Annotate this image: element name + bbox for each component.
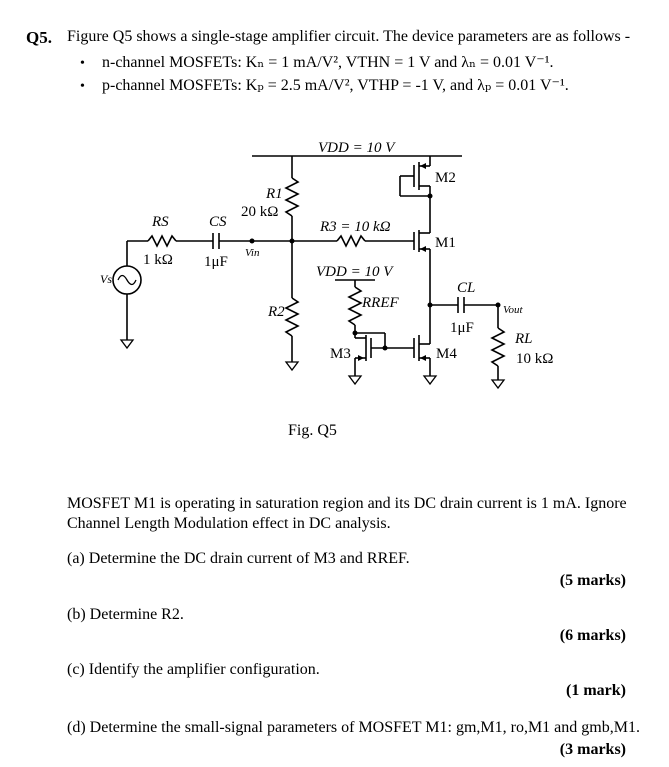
ground-symbol-m3 <box>349 376 361 384</box>
ground-symbol-vs <box>121 340 133 348</box>
problem-statement: MOSFET M1 is operating in saturation region and its DC drain current is 1 mA. Ignore Channel Length Modulation effect in DC analysis. <box>67 495 627 532</box>
vin-label: Vin <box>245 247 260 259</box>
rs-value: 1 kΩ <box>143 252 173 268</box>
cs-name: CS <box>209 214 227 230</box>
r3-label: R3 = 10 kΩ <box>320 219 391 235</box>
part-b-marks: (6 marks) <box>559 627 626 644</box>
bullet-nmos-text: n-channel MOSFETs: Kₙ = 1 mA/V², VTHN = 1 V and λₙ = 0.01 V⁻¹. <box>102 54 554 71</box>
rref-resistor <box>349 287 361 325</box>
part-c-text: (c) Identify the amplifier configuration. <box>67 661 320 678</box>
part-b-text: (b) Determine R2. <box>67 606 184 623</box>
question-number: Q5. <box>26 28 52 47</box>
bullet-nmos <box>80 52 554 72</box>
part-a-text: (a) Determine the DC drain current of M3 and RREF. <box>67 550 410 567</box>
figure-caption: Fig. Q5 <box>288 422 337 439</box>
m1-arrow-icon <box>420 246 426 252</box>
r2-resistor <box>286 298 298 336</box>
part-d-text: (d) Determine the small-signal parameters of MOSFET M1: gm,M1, ro,M1 and gmb,M1. <box>67 719 640 736</box>
amplifier-circuit-figure <box>0 130 669 415</box>
m3-label: M3 <box>330 346 351 362</box>
r2-name: R2 <box>268 304 285 320</box>
m4-arrow-icon <box>420 355 426 361</box>
bullet-pmos <box>80 75 569 95</box>
bullet-symbol: • <box>80 56 85 71</box>
m4-label: M4 <box>436 346 457 362</box>
m2-arrow-icon <box>420 163 426 169</box>
vin-node <box>250 239 255 244</box>
rl-value: 10 kΩ <box>516 351 554 367</box>
rs-name: RS <box>152 214 169 230</box>
r1-name: R1 <box>266 186 283 202</box>
sine-icon <box>118 276 136 285</box>
mirror-gate-node <box>383 346 388 351</box>
ground-symbol-m4 <box>424 376 436 384</box>
cs-value: 1μF <box>204 254 228 270</box>
ground-symbol-r2 <box>286 362 298 370</box>
rs-resistor <box>148 236 176 246</box>
part-c-marks: (1 mark) <box>566 682 626 699</box>
m2-label: M2 <box>435 170 456 186</box>
part-a-marks: (5 marks) <box>559 572 626 589</box>
m2-node <box>428 194 433 199</box>
cl-name: CL <box>457 280 476 296</box>
vdd-top-label: VDD = 10 V <box>318 140 395 156</box>
r3-resistor <box>337 236 365 246</box>
part-d-marks: (3 marks) <box>559 741 626 758</box>
r1-resistor <box>286 178 298 216</box>
bullet-symbol: • <box>80 79 85 94</box>
m1-label: M1 <box>435 235 456 251</box>
vs-label: Vs <box>100 272 112 286</box>
ground-symbol-rl <box>492 380 504 388</box>
r1-value: 20 kΩ <box>241 204 279 220</box>
vdd-mid-label: VDD = 10 V <box>316 264 393 280</box>
cl-value: 1μF <box>450 320 474 336</box>
m3-arrow-icon <box>358 355 364 361</box>
rl-resistor <box>492 328 504 366</box>
rl-name: RL <box>515 331 533 347</box>
bullet-pmos-text: p-channel MOSFETs: Kₚ = 2.5 mA/V², VTHP = -1 V, and λₚ = 0.01 V⁻¹. <box>102 77 569 94</box>
rref-label: RREF <box>362 295 399 311</box>
question-intro: Figure Q5 shows a single-stage amplifier circuit. The device parameters are as follows - <box>67 28 631 45</box>
vout-label: Vout <box>503 304 523 316</box>
